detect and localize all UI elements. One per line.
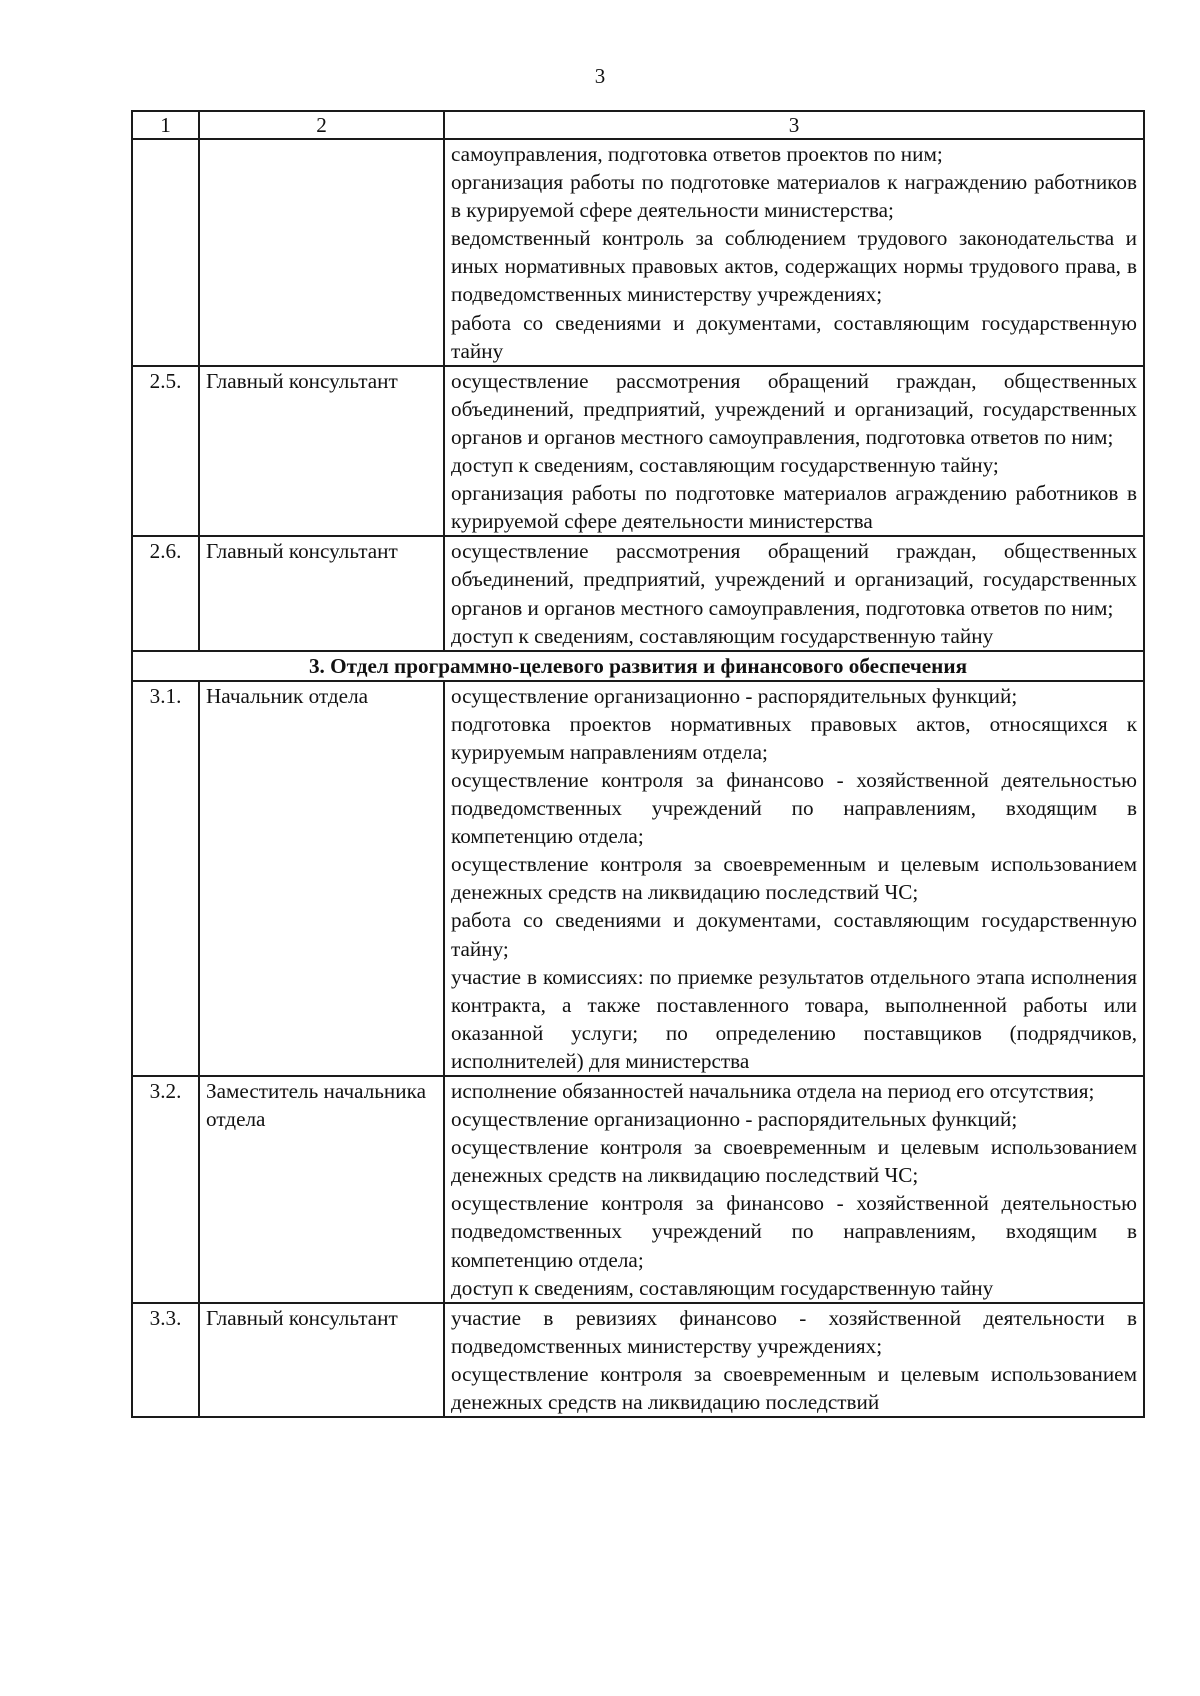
table-row (132, 139, 1144, 366)
duty-item: исполнение обязанностей начальника отдела на период его отсутствия; (451, 1079, 1095, 1103)
duty-item: доступ к сведениям, составляющим государственную тайну; (451, 453, 999, 478)
duties-cell (444, 366, 1144, 537)
row-number: 2.5. (132, 366, 199, 537)
position-title: Заместитель начальника отдела (199, 1076, 444, 1303)
duty-item: осуществление контроля за финансово - хозяйственной деятельностью подведомственных учреждений по направлениям, входящим в компетенцию отдела; (451, 1191, 1137, 1272)
column-header-2: 2 (199, 111, 444, 139)
table-row (132, 1076, 1144, 1303)
duty-item: ведомственный контроль за соблюдением трудового законодательства и иных нормативных правовых актов, содержащих нормы трудового права, в подведомственных министерству учреждениях; (451, 226, 1137, 307)
row-number: 2.6. (132, 536, 199, 650)
duty-item: осуществление организационно - распорядительных функций; (451, 683, 1018, 708)
duty-item: осуществление рассмотрения обращений граждан, общественных объединений, предприятий, учреждений и организаций, государственных органов и органов местного самоуправления, подготовка ответов по ним; (451, 368, 1137, 449)
column-header-1: 1 (132, 111, 199, 139)
duties-cell (444, 139, 1144, 366)
row-number: 3.1. (132, 681, 199, 1076)
table-header-row (132, 111, 1144, 139)
duties-cell (444, 1076, 1144, 1303)
position-title: Главный консультант (199, 1303, 444, 1417)
duties-cell (444, 536, 1144, 650)
duty-item: работа со сведениями и документами, составляющим государственную тайну; (451, 908, 1137, 961)
position-title: Начальник отдела (199, 681, 444, 1076)
duty-item: участие в ревизиях финансово - хозяйственной деятельности в подведомственных министерству учреждениях; (451, 1305, 1137, 1358)
position-title: Главный консультант (199, 366, 444, 537)
duty-item: осуществление контроля за своевременным и целевым использованием денежных средств на ликвидацию последствий (451, 1361, 1137, 1415)
column-header-3: 3 (444, 111, 1144, 139)
position-title (199, 139, 444, 366)
duty-item: организация работы по подготовке материалов аграждению работников в курируемой сфере деятельности министерства (451, 481, 1137, 534)
duty-item: осуществление рассмотрения обращений граждан, общественных объединений, предприятий, учреждений и организаций, государственных органов и органов местного самоуправления, подготовка ответов по ним; (451, 539, 1137, 620)
duty-item: доступ к сведениям, составляющим государственную тайну (451, 1275, 994, 1300)
row-number: 3.3. (132, 1303, 199, 1417)
duty-item: самоуправления, подготовка ответов проектов по ним; (451, 142, 943, 166)
section-heading: 3. Отдел программно-целевого развития и финансового обеспечения (132, 651, 1144, 681)
duty-item: осуществление организационно - распорядительных функций; (451, 1107, 1018, 1132)
duty-item: работа со сведениями и документами, составляющим государственную тайну (451, 310, 1137, 363)
duty-item: осуществление контроля за своевременным и целевым использованием денежных средств на ликвидацию последствий ЧС; (451, 1135, 1137, 1188)
section-heading-row (132, 651, 1144, 681)
duty-item: участие в комиссиях: по приемке результатов отдельного этапа исполнения контракта, а также поставленного товара, выполненной работы или оказанной услуги; по определению поставщиков (подрядчиков, исполнителей) для министерства (451, 964, 1137, 1073)
row-number: 3.2. (132, 1076, 199, 1303)
duty-item: подготовка проектов нормативных правовых актов, относящихся к курируемым направлениям отдела; (451, 711, 1137, 764)
duties-cell (444, 681, 1144, 1076)
duties-table (131, 110, 1145, 1418)
position-title: Главный консультант (199, 536, 444, 650)
duty-item: доступ к сведениям, составляющим государственную тайну (451, 623, 994, 648)
duty-item: осуществление контроля за своевременным и целевым использованием денежных средств на ликвидацию последствий ЧС; (451, 852, 1137, 905)
page-number: 3 (594, 64, 606, 88)
table-row (132, 681, 1144, 1076)
duties-cell (444, 1303, 1144, 1417)
table-row (132, 366, 1144, 537)
table-row (132, 1303, 1144, 1417)
row-number (132, 139, 199, 366)
duty-item: осуществление контроля за финансово - хозяйственной деятельностью подведомственных учреждений по направлениям, входящим в компетенцию отдела; (451, 767, 1137, 849)
duty-item: организация работы по подготовке материалов к награждению работников в курируемой сфере деятельности министерства; (451, 170, 1137, 223)
table-row (132, 536, 1144, 650)
